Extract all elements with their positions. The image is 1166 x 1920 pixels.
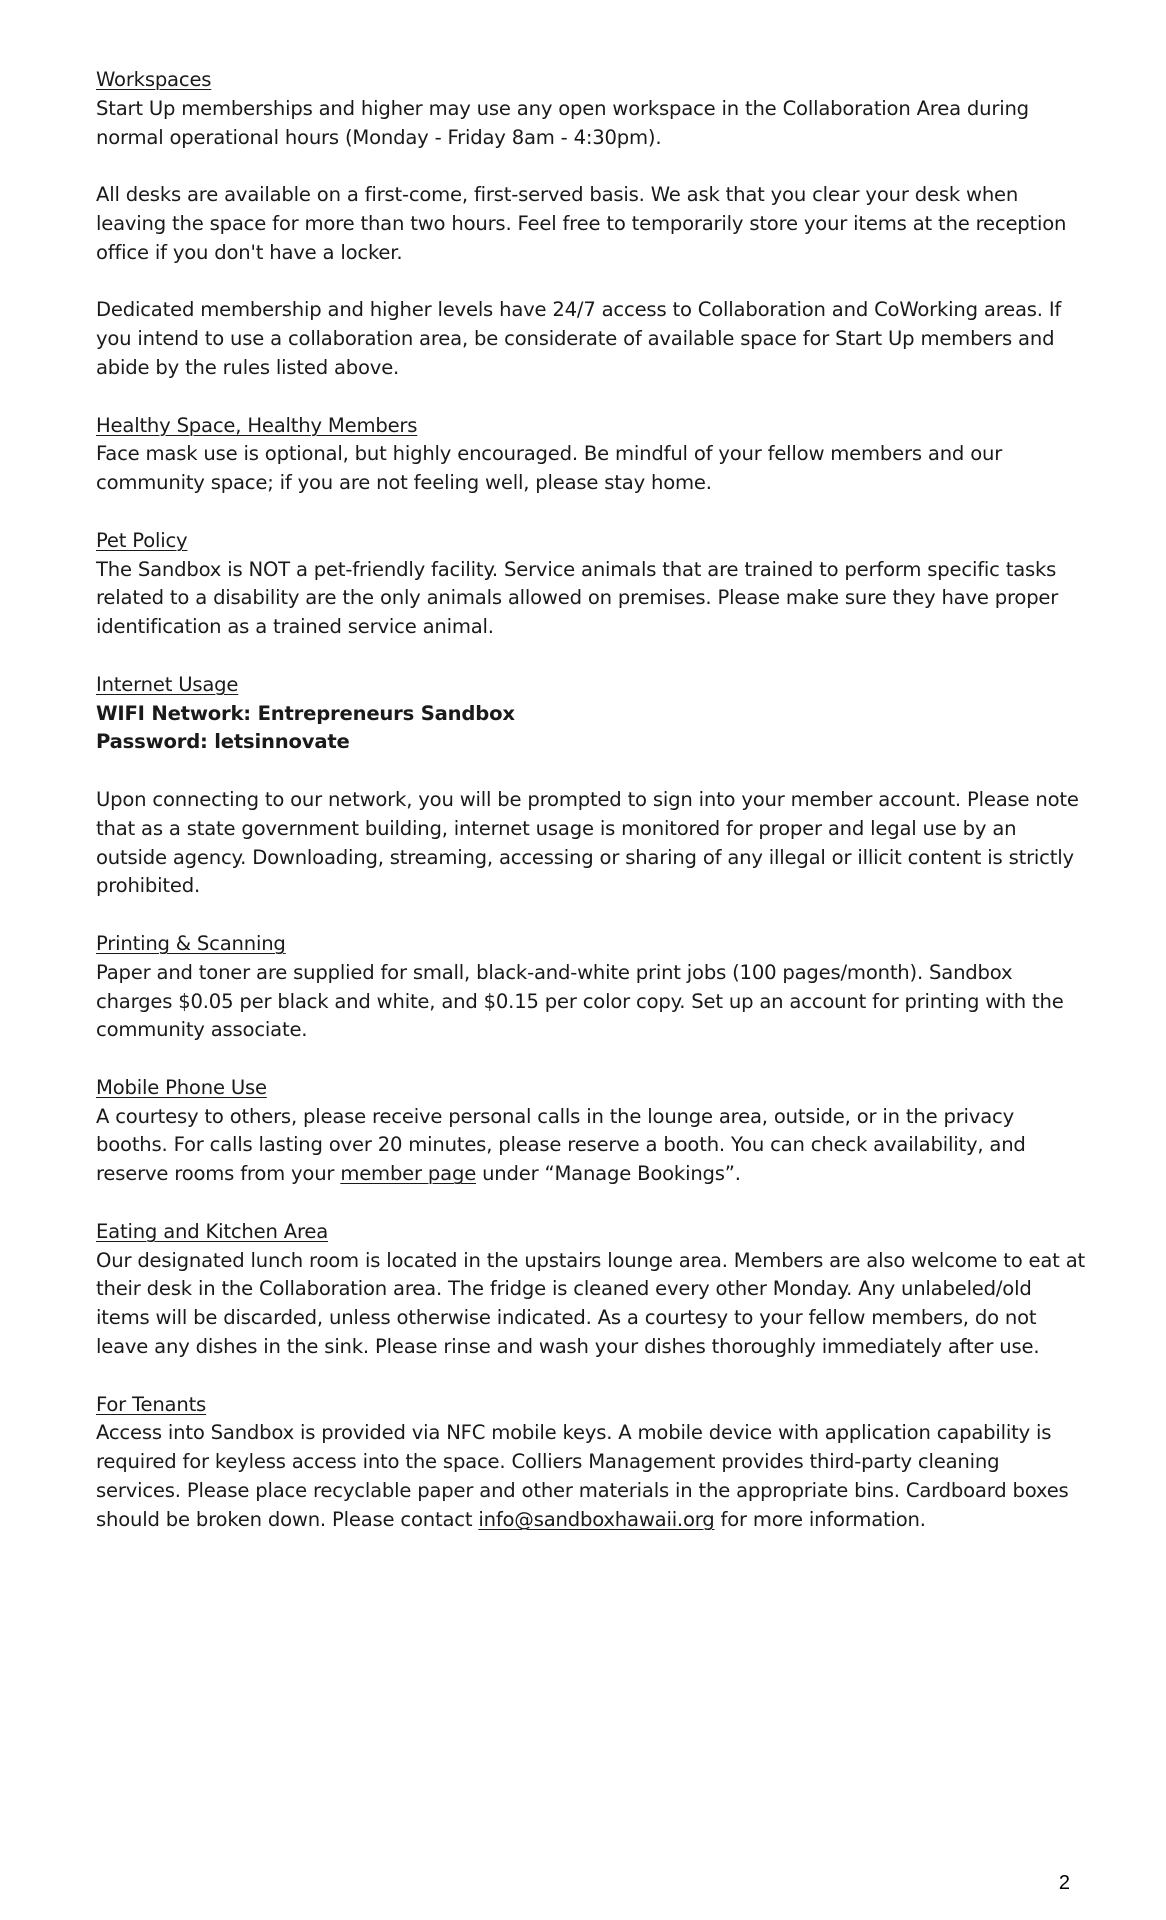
paragraph: Dedicated membership and higher levels have 24/7 access to Collaboration and CoWorking areas. If you intend to use a collaboration area, be considerate of available space for Start Up members and abide by the rules listed above. [96,298,1062,379]
text-run: Access into Sandbox is provided via NFC mobile keys. A mobile device with application capability is required for keyless access into the space. Colliers Management provides third-party cleaning services. Please place recyclable paper and other materials in the appropriate bins. Cardboard boxes should be broken down. Please contact [96,1421,1069,1531]
page-number: 2 [1058,1872,1070,1894]
paragraph: Paper and toner are supplied for small, black-and-white print jobs (100 pages/month). Sandbox charges $0.05 per black and white, and $0.15 per color copy. Set up an account for printing with the community associate. [96,960,1064,1042]
paragraph [96,1419,1086,1534]
paragraph: The Sandbox is NOT a pet-friendly facility. Service animals that are trained to perform specific tasks related to a disability are the only animals allowed on premises. Please make sure they have proper identification as a trained service animal. [96,557,1059,639]
member-page-link[interactable]: member page [340,1162,477,1186]
section-healthy-space [96,412,1086,498]
section-heading: Pet Policy [96,528,188,552]
section-printing-scanning [96,930,1086,1045]
text-run: under “Manage Bookings”. [476,1162,741,1186]
section-pet-policy [96,527,1086,642]
section-heading: Workspaces [96,68,212,91]
paragraph: Face mask use is optional, but highly encouraged. Be mindful of your fellow members and our community space; if you are not feeling well, please stay home. [96,442,1003,495]
text-run: A courtesy to others, please receive personal calls in the lounge area, outside, or in the privacy booths. For calls lasting over 20 minutes, please reserve a booth. You can check availability, and reserve rooms from your [96,1104,1026,1186]
document-body [96,66,1086,1563]
spacer [96,757,1086,786]
section-eating-kitchen [96,1218,1086,1362]
section-internet-usage [96,671,1086,901]
contact-email-link[interactable]: info@sandboxhawaii.org [478,1507,715,1531]
section-heading: For Tenants [96,1392,207,1416]
paragraph: Our designated lunch room is located in the upstairs lounge area. Members are also welcome to eat at their desk in the Collaboration area. The fridge is cleaned every other Monday. Any unlabeled/old items will be discarded, unless otherwise indicated. As a courtesy to your fellow members, do not leave any dishes in the sink. Please rinse and wash your dishes thoroughly immediately after use. [96,1248,1085,1359]
section-heading: Mobile Phone Use [96,1075,267,1099]
section-mobile-phone-use [96,1074,1086,1189]
section-heading: Eating and Kitchen Area [96,1219,329,1243]
section-heading: Internet Usage [96,672,239,696]
paragraph: Start Up memberships and higher may use any open workspace in the Collaboration Area during normal operational hours (Monday - Friday 8am - 4:30pm). [96,96,1029,149]
section-workspaces [96,66,1086,383]
wifi-network-name: WIFI Network: Entrepreneurs Sandbox [96,701,515,725]
paragraph: All desks are available on a first-come, first-served basis. We ask that you clear your desk when leaving the space for more than two hours. Feel free to temporarily store your items at the reception office if you don't have a locker. [96,183,1067,264]
wifi-password: Password: letsinnovate [96,730,350,754]
text-run: for more information. [714,1507,926,1531]
paragraph [96,1103,1086,1189]
section-heading: Printing & Scanning [96,931,286,955]
section-for-tenants [96,1391,1086,1535]
paragraph: Upon connecting to our network, you will be prompted to sign into your member account. Please note that as a state government building, internet usage is monitored for proper and legal use by an outside agency. Downloading, streaming, accessing or sharing of any illegal or illicit content is strictly prohibited. [96,787,1079,898]
section-heading: Healthy Space, Healthy Members [96,413,418,437]
